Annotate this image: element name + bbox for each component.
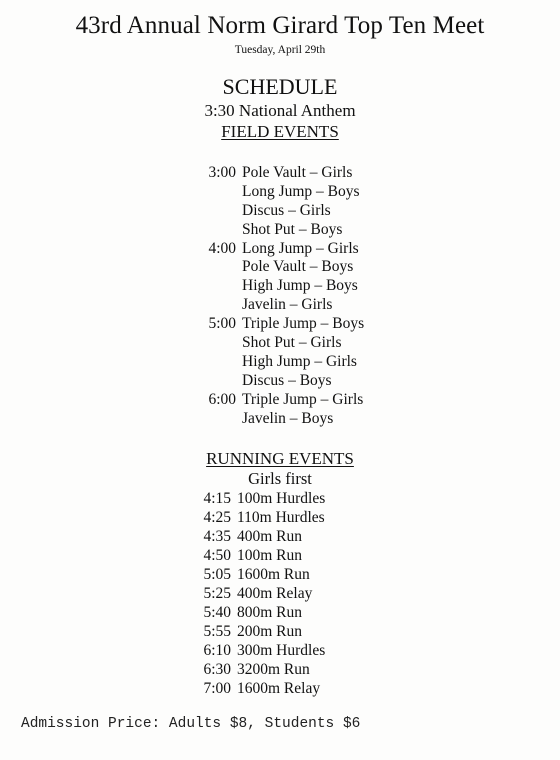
event-name: Triple Jump – Girls <box>242 390 364 408</box>
event-time: 5:00 <box>208 315 236 333</box>
list-item <box>0 509 560 528</box>
event-time: 3:00 <box>208 164 236 181</box>
event-name: 110m Hurdles <box>237 509 325 526</box>
list-item <box>0 334 560 353</box>
event-time: 4:35 <box>203 528 231 545</box>
event-name: Pole Vault – Boys <box>242 258 354 276</box>
list-item <box>0 164 560 183</box>
event-name: Long Jump – Boys <box>242 182 360 200</box>
admission-price: Admission Price: Adults $8, Students $6 <box>21 716 361 732</box>
running-events-heading-text: RUNNING EVENTS <box>206 449 354 468</box>
event-name: Shot Put – Boys <box>242 220 343 238</box>
event-time: 5:40 <box>203 604 231 621</box>
event-name: Triple Jump – Boys <box>242 315 365 333</box>
list-item <box>0 202 560 221</box>
event-name: High Jump – Girls <box>242 352 357 370</box>
event-time: 6:10 <box>203 642 231 659</box>
event-name: Javelin – Girls <box>242 296 333 314</box>
meet-date: Tuesday, April 29th <box>234 44 326 56</box>
national-anthem-line: 3:30 National Anthem <box>204 101 356 120</box>
list-item <box>0 642 560 661</box>
list-item <box>0 391 560 410</box>
event-name: 200m Run <box>237 623 303 640</box>
event-name: Long Jump – Girls <box>242 239 359 257</box>
page-title: 43rd Annual Norm Girard Top Ten Meet <box>75 12 485 39</box>
list-item <box>0 183 560 202</box>
list-item <box>0 623 560 642</box>
list-item <box>0 315 560 334</box>
field-events-list <box>0 164 560 428</box>
event-name: 100m Hurdles <box>237 490 326 507</box>
field-events-heading <box>0 122 560 142</box>
event-name: 1600m Relay <box>237 680 321 697</box>
list-item <box>0 240 560 259</box>
event-name: High Jump – Boys <box>242 277 358 295</box>
list-item <box>0 410 560 429</box>
event-time: 4:25 <box>203 509 231 526</box>
list-item <box>0 258 560 277</box>
event-time: 4:00 <box>208 239 236 257</box>
list-item <box>0 661 560 680</box>
list-item <box>0 490 560 509</box>
list-item <box>0 604 560 623</box>
list-item <box>0 680 560 699</box>
list-item <box>0 372 560 391</box>
event-time: 4:50 <box>203 547 231 564</box>
event-time: 5:25 <box>203 585 231 602</box>
event-time: 4:15 <box>203 490 231 507</box>
list-item <box>0 585 560 604</box>
list-item <box>0 353 560 372</box>
event-time: 7:00 <box>203 680 231 697</box>
event-name: 100m Run <box>237 547 303 564</box>
event-name: 400m Run <box>237 528 303 545</box>
schedule-heading: SCHEDULE <box>222 74 338 99</box>
event-name: 800m Run <box>237 604 303 621</box>
event-name: 1600m Run <box>237 566 310 583</box>
event-time: 6:00 <box>208 390 236 408</box>
event-time: 5:05 <box>203 566 231 583</box>
event-name: 400m Relay <box>237 585 313 602</box>
event-name: Shot Put – Girls <box>242 334 342 352</box>
list-item <box>0 528 560 547</box>
running-events-heading <box>0 449 560 469</box>
list-item <box>0 547 560 566</box>
event-time: 6:30 <box>203 661 231 678</box>
list-item <box>0 221 560 240</box>
event-name: 300m Hurdles <box>237 642 326 659</box>
event-time: 5:55 <box>203 623 231 640</box>
list-item <box>0 296 560 315</box>
event-name: Discus – Girls <box>242 201 331 219</box>
event-name: 3200m Run <box>237 661 310 678</box>
list-item <box>0 277 560 296</box>
girls-first-note: Girls first <box>248 469 312 488</box>
list-item <box>0 566 560 585</box>
event-name: Javelin – Boys <box>242 409 334 427</box>
event-name: Pole Vault – Girls <box>242 164 353 181</box>
field-events-heading-text: FIELD EVENTS <box>221 122 339 141</box>
running-events-list <box>0 490 560 699</box>
event-name: Discus – Boys <box>242 371 332 389</box>
